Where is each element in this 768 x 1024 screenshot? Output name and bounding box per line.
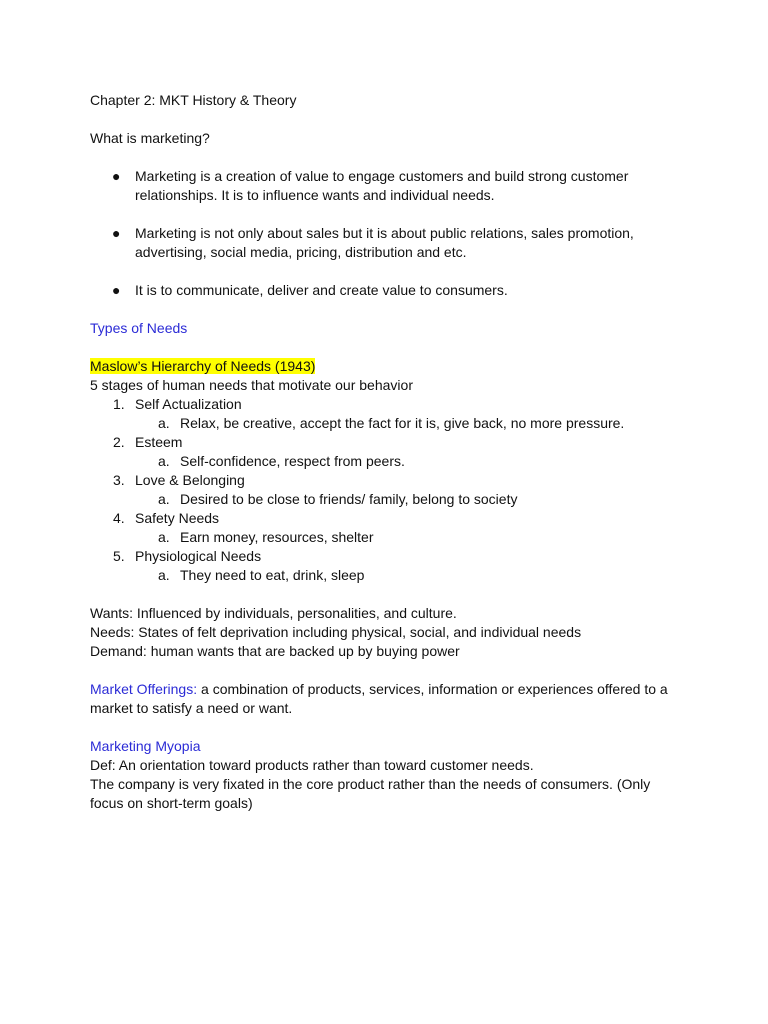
needs-definition: Needs: States of felt deprivation including physical, social, and individual needs — [90, 624, 582, 640]
spacer — [90, 718, 690, 737]
maslow-heading: Maslow’s Hierarchy of Needs (1943) — [90, 358, 316, 374]
spacer — [90, 300, 690, 319]
sub-list-marker: a. — [158, 529, 170, 545]
bullet-item — [90, 281, 690, 300]
question-heading: What is marketing? — [90, 130, 210, 146]
spacer — [90, 110, 690, 129]
market-offerings-text: market to satisfy a need or want. — [90, 700, 293, 716]
bullet-marker: ● — [112, 282, 121, 298]
market-offerings-paragraph — [90, 680, 690, 699]
market-offerings-text: a combination of products, services, information or experiences offered to a — [197, 681, 668, 697]
spacer — [90, 661, 690, 680]
sub-list-item — [90, 528, 690, 547]
sub-list-marker: a. — [158, 567, 170, 583]
myopia-text: focus on short-term goals) — [90, 795, 253, 811]
market-offerings-term: Market Offerings: — [90, 681, 198, 697]
list-item — [90, 547, 690, 566]
spacer — [90, 262, 690, 281]
sub-list-text: They need to eat, drink, sleep — [180, 567, 365, 583]
myopia-definition: Def: An orientation toward products rather than toward customer needs. — [90, 757, 534, 773]
document-page — [90, 91, 690, 813]
list-label: Love & Belonging — [135, 472, 245, 488]
list-number: 5. — [113, 548, 125, 564]
sub-list-text: Self-confidence, respect from peers. — [180, 453, 405, 469]
wants-definition: Wants: Influenced by individuals, personalities, and culture. — [90, 605, 457, 621]
spacer — [90, 205, 690, 224]
list-item — [90, 509, 690, 528]
bullet-text: Marketing is a creation of value to engage customers and build strong customer — [135, 168, 629, 184]
sub-list-marker: a. — [158, 491, 170, 507]
spacer — [90, 338, 690, 357]
bullet-marker: ● — [112, 168, 121, 184]
bullet-text: advertising, social media, pricing, distribution and etc. — [135, 244, 467, 260]
sub-list-item — [90, 414, 690, 433]
list-number: 1. — [113, 396, 125, 412]
chapter-title: Chapter 2: MKT History & Theory — [90, 92, 297, 108]
types-of-needs-heading: Types of Needs — [90, 320, 188, 336]
bullet-text: Marketing is not only about sales but it is about public relations, sales promotion, — [135, 225, 634, 241]
bullet-text: It is to communicate, deliver and create value to consumers. — [135, 282, 508, 298]
sub-list-item — [90, 566, 690, 585]
myopia-text: The company is very fixated in the core product rather than the needs of consumers. (Only — [90, 776, 651, 792]
list-label: Safety Needs — [135, 510, 220, 526]
sub-list-item — [90, 490, 690, 509]
list-label: Self Actualization — [135, 396, 242, 412]
spacer — [90, 148, 690, 167]
maslow-intro: 5 stages of human needs that motivate our behavior — [90, 377, 413, 393]
marketing-myopia-heading: Marketing Myopia — [90, 738, 201, 754]
sub-list-text: Earn money, resources, shelter — [180, 529, 374, 545]
bullet-item — [90, 224, 690, 262]
sub-list-marker: a. — [158, 415, 170, 431]
list-number: 3. — [113, 472, 125, 488]
list-label: Physiological Needs — [135, 548, 262, 564]
list-number: 2. — [113, 434, 125, 450]
list-item — [90, 471, 690, 490]
demand-definition: Demand: human wants that are backed up by buying power — [90, 643, 460, 659]
bullet-item — [90, 167, 690, 205]
sub-list-marker: a. — [158, 453, 170, 469]
sub-list-text: Relax, be creative, accept the fact for it is, give back, no more pressure. — [180, 415, 625, 431]
bullet-marker: ● — [112, 225, 121, 241]
bullet-text: relationships. It is to influence wants and individual needs. — [135, 187, 495, 203]
list-number: 4. — [113, 510, 125, 526]
sub-list-item — [90, 452, 690, 471]
list-label: Esteem — [135, 434, 183, 450]
spacer — [90, 585, 690, 604]
list-item — [90, 395, 690, 414]
sub-list-text: Desired to be close to friends/ family, belong to society — [180, 491, 518, 507]
list-item — [90, 433, 690, 452]
